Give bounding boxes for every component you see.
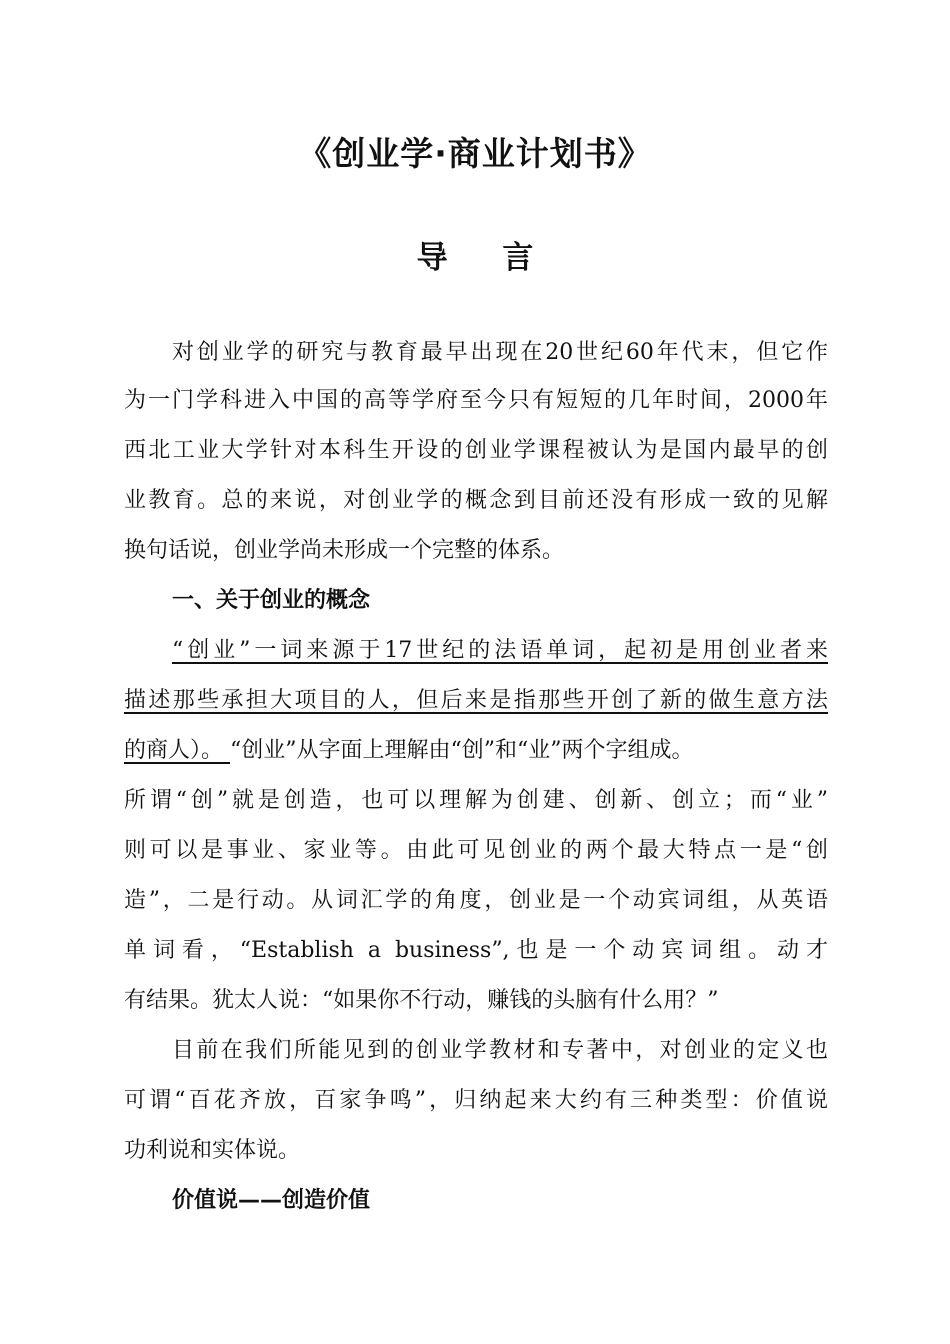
concept-line-3-rest: “创业”从字面上理解由“创”和“业”两个字组成。 — [230, 738, 694, 763]
concept-line-3-underlined: 的商人）。 — [124, 738, 230, 763]
intro-line-5: 换句话说，创业学尚未形成一个完整的体系。 — [124, 538, 565, 563]
concept-line-6: 造”，二是行动。从词汇学的角度，创业是一个动宾词组，从英语 — [124, 888, 828, 913]
definitions-line-3: 功利说和实体说。 — [124, 1138, 301, 1163]
concept-line-5: 则可以是事业、家业等。由此可见创业的两个最大特点一是“创 — [124, 838, 828, 863]
heading-value-theory: 价值说——创造价值 — [172, 1188, 371, 1213]
intro-line-3: 西北工业大学针对本科生开设的创业学课程被认为是国内最早的创 — [124, 438, 828, 463]
section-title: 导 言 — [416, 240, 534, 276]
intro-line-2: 为一门学科进入中国的高等学府至今只有短短的几年时间，2000年 — [124, 388, 828, 413]
concept-line-7: 单词看，“Establish a business”,也是一个动宾词组。动才 — [124, 938, 828, 963]
intro-line-1: 对创业学的研究与教育最早出现在20世纪60年代末，但它作 — [172, 340, 828, 365]
concept-line-3 — [124, 736, 844, 768]
concept-line-2: 描述那些承担大项目的人，但后来是指那些开创了新的做生意方法 — [124, 688, 828, 713]
document-title: 《创业学·商业计划书》 — [298, 134, 652, 173]
concept-line-8: 有结果。犹太人说：“如果你不行动，赚钱的头脑有什么用？” — [124, 988, 719, 1013]
heading-concept: 一、关于创业的概念 — [172, 588, 371, 613]
concept-line-1: “创业”一词来源于17世纪的法语单词，起初是用创业者来 — [172, 638, 828, 663]
intro-line-4: 业教育。总的来说，对创业学的概念到目前还没有形成一致的见解 — [124, 488, 828, 513]
definitions-line-2: 可谓“百花齐放，百家争鸣”，归纳起来大约有三种类型：价值说 — [124, 1088, 828, 1113]
concept-line-4: 所谓“创”就是创造，也可以理解为创建、创新、创立；而“业” — [124, 788, 828, 813]
definitions-line-1: 目前在我们所能见到的创业学教材和专著中，对创业的定义也 — [172, 1038, 828, 1063]
